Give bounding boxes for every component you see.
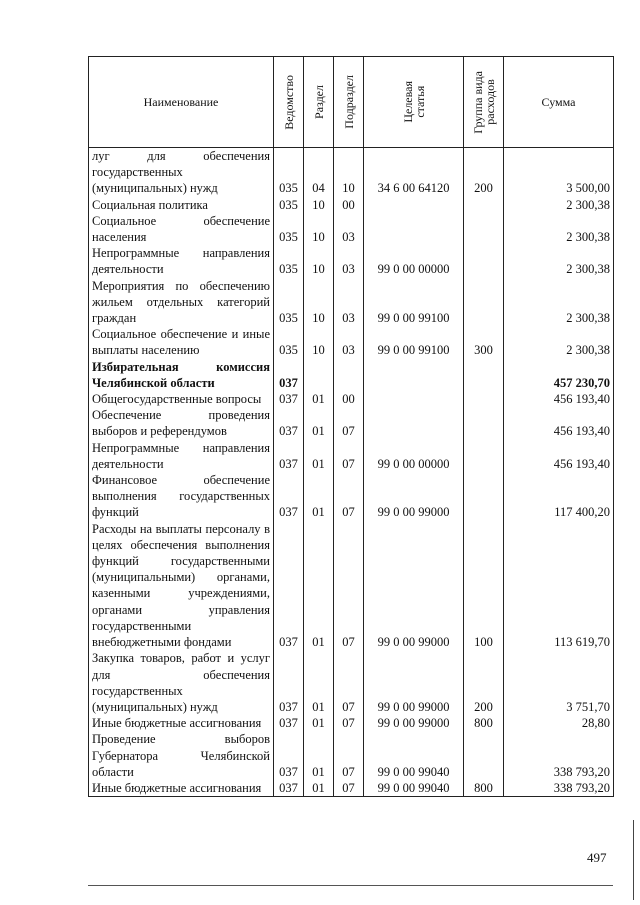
cell-name: Непрограммные направления деятельности — [89, 440, 274, 472]
cell-vedomstvo: 037 — [274, 731, 304, 780]
cell-name: Проведение выборов Губернатора Челябинской области — [89, 731, 274, 780]
cell-name: Общегосударственные вопросы — [89, 391, 274, 407]
cell-vedomstvo: 037 — [274, 472, 304, 521]
cell-podrazdel: 07 — [334, 440, 364, 472]
table-row — [89, 213, 614, 245]
cell-name: Социальное обеспечение и иные выплаты населению — [89, 326, 274, 358]
cell-summa: 456 193,40 — [504, 391, 614, 407]
cell-gruppa-vida-rashodov — [464, 278, 504, 327]
cell-razdel: 10 — [304, 197, 334, 213]
cell-celevaya-statya: 99 0 00 99000 — [364, 521, 464, 651]
cell-gruppa-vida-rashodov — [464, 245, 504, 277]
page-edge-line — [633, 820, 634, 900]
cell-razdel: 01 — [304, 780, 334, 797]
cell-summa: 117 400,20 — [504, 472, 614, 521]
cell-podrazdel: 07 — [334, 731, 364, 780]
footer-rule — [88, 885, 613, 886]
table-row — [89, 326, 614, 358]
cell-celevaya-statya: 99 0 00 99040 — [364, 780, 464, 797]
cell-celevaya-statya — [364, 359, 464, 391]
table-row — [89, 440, 614, 472]
cell-podrazdel — [334, 359, 364, 391]
cell-celevaya-statya: 99 0 00 99000 — [364, 650, 464, 715]
cell-podrazdel: 03 — [334, 245, 364, 277]
cell-vedomstvo: 035 — [274, 213, 304, 245]
cell-summa: 28,80 — [504, 715, 614, 731]
cell-vedomstvo: 037 — [274, 407, 304, 439]
header-celevaya-statya: Целевая статья — [364, 57, 464, 148]
cell-celevaya-statya: 99 0 00 99100 — [364, 278, 464, 327]
cell-celevaya-statya: 34 6 00 64120 — [364, 148, 464, 197]
cell-podrazdel: 07 — [334, 472, 364, 521]
table-row — [89, 278, 614, 327]
cell-name: Иные бюджетные ассигнования — [89, 780, 274, 797]
cell-name: луг для обеспечения государственных (муниципальных) нужд — [89, 148, 274, 197]
cell-celevaya-statya: 99 0 00 00000 — [364, 245, 464, 277]
cell-gruppa-vida-rashodov — [464, 391, 504, 407]
cell-name: Избирательная комиссия Челябинской области — [89, 359, 274, 391]
cell-name: Социальная политика — [89, 197, 274, 213]
cell-celevaya-statya — [364, 407, 464, 439]
cell-gruppa-vida-rashodov — [464, 407, 504, 439]
cell-gruppa-vida-rashodov — [464, 472, 504, 521]
cell-razdel: 01 — [304, 521, 334, 651]
cell-vedomstvo: 035 — [274, 245, 304, 277]
table-row — [89, 650, 614, 715]
cell-razdel: 01 — [304, 391, 334, 407]
header-razdel: Раздел — [304, 57, 334, 148]
cell-summa: 456 193,40 — [504, 440, 614, 472]
cell-podrazdel: 00 — [334, 391, 364, 407]
table-row — [89, 407, 614, 439]
header-summa: Сумма — [504, 57, 614, 148]
cell-gruppa-vida-rashodov: 200 — [464, 650, 504, 715]
cell-celevaya-statya — [364, 213, 464, 245]
page-number: 497 — [587, 850, 607, 865]
cell-vedomstvo: 037 — [274, 650, 304, 715]
header-name: Наименование — [89, 57, 274, 148]
cell-vedomstvo: 037 — [274, 440, 304, 472]
budget-table — [88, 56, 614, 797]
cell-podrazdel: 10 — [334, 148, 364, 197]
cell-summa: 457 230,70 — [504, 359, 614, 391]
cell-podrazdel: 03 — [334, 326, 364, 358]
cell-celevaya-statya: 99 0 00 99100 — [364, 326, 464, 358]
cell-name: Иные бюджетные ассигнования — [89, 715, 274, 731]
cell-name: Обеспечение проведения выборов и референдумов — [89, 407, 274, 439]
table-row — [89, 521, 614, 651]
cell-podrazdel: 07 — [334, 521, 364, 651]
cell-summa: 2 300,38 — [504, 197, 614, 213]
cell-summa: 3 500,00 — [504, 148, 614, 197]
cell-vedomstvo: 037 — [274, 359, 304, 391]
cell-razdel: 10 — [304, 326, 334, 358]
cell-razdel: 01 — [304, 407, 334, 439]
cell-podrazdel: 07 — [334, 780, 364, 797]
cell-summa: 456 193,40 — [504, 407, 614, 439]
cell-podrazdel: 00 — [334, 197, 364, 213]
table-header-row — [89, 57, 614, 148]
cell-celevaya-statya: 99 0 00 00000 — [364, 440, 464, 472]
cell-razdel: 10 — [304, 245, 334, 277]
cell-podrazdel: 07 — [334, 407, 364, 439]
cell-razdel — [304, 359, 334, 391]
table-row — [89, 391, 614, 407]
cell-celevaya-statya — [364, 391, 464, 407]
cell-celevaya-statya: 99 0 00 99000 — [364, 472, 464, 521]
cell-vedomstvo: 037 — [274, 715, 304, 731]
cell-podrazdel: 03 — [334, 278, 364, 327]
cell-gruppa-vida-rashodov: 300 — [464, 326, 504, 358]
header-podrazdel: Подраздел — [334, 57, 364, 148]
cell-podrazdel: 07 — [334, 715, 364, 731]
cell-vedomstvo: 037 — [274, 521, 304, 651]
cell-vedomstvo: 037 — [274, 391, 304, 407]
cell-name: Финансовое обеспечение выполнения государственных функций — [89, 472, 274, 521]
cell-gruppa-vida-rashodov: 200 — [464, 148, 504, 197]
cell-gruppa-vida-rashodov — [464, 731, 504, 780]
cell-summa: 2 300,38 — [504, 213, 614, 245]
cell-razdel: 01 — [304, 472, 334, 521]
cell-summa: 3 751,70 — [504, 650, 614, 715]
cell-razdel: 01 — [304, 715, 334, 731]
cell-summa: 113 619,70 — [504, 521, 614, 651]
cell-name: Непрограммные направления деятельности — [89, 245, 274, 277]
cell-name: Расходы на выплаты персоналу в целях обеспечения выполнения функций государственными (муниципальными) органами, казенными учреждениями, органами управления государственными внебюджетными фондами — [89, 521, 274, 651]
cell-vedomstvo: 035 — [274, 197, 304, 213]
cell-celevaya-statya — [364, 197, 464, 213]
table-row — [89, 148, 614, 197]
cell-razdel: 10 — [304, 278, 334, 327]
cell-summa: 2 300,38 — [504, 278, 614, 327]
table-row — [89, 731, 614, 780]
cell-razdel: 01 — [304, 440, 334, 472]
cell-gruppa-vida-rashodov: 100 — [464, 521, 504, 651]
header-vedomstvo: Ведомство — [274, 57, 304, 148]
cell-name: Закупка товаров, работ и услуг для обеспечения государственных (муниципальных) нужд — [89, 650, 274, 715]
table-row — [89, 715, 614, 731]
cell-summa: 338 793,20 — [504, 731, 614, 780]
cell-celevaya-statya: 99 0 00 99040 — [364, 731, 464, 780]
cell-celevaya-statya: 99 0 00 99000 — [364, 715, 464, 731]
cell-vedomstvo: 037 — [274, 780, 304, 797]
cell-gruppa-vida-rashodov — [464, 197, 504, 213]
cell-name: Социальное обеспечение населения — [89, 213, 274, 245]
cell-podrazdel: 07 — [334, 650, 364, 715]
cell-razdel: 10 — [304, 213, 334, 245]
header-gruppa-vida-rashodov: Группа вида расходов — [464, 57, 504, 148]
cell-vedomstvo: 035 — [274, 148, 304, 197]
table-row — [89, 359, 614, 391]
cell-summa: 338 793,20 — [504, 780, 614, 797]
cell-vedomstvo: 035 — [274, 326, 304, 358]
cell-gruppa-vida-rashodov: 800 — [464, 715, 504, 731]
cell-vedomstvo: 035 — [274, 278, 304, 327]
table-row — [89, 780, 614, 797]
cell-gruppa-vida-rashodov — [464, 359, 504, 391]
cell-summa: 2 300,38 — [504, 245, 614, 277]
cell-razdel: 01 — [304, 731, 334, 780]
cell-summa: 2 300,38 — [504, 326, 614, 358]
cell-razdel: 01 — [304, 650, 334, 715]
cell-gruppa-vida-rashodov: 800 — [464, 780, 504, 797]
cell-gruppa-vida-rashodov — [464, 213, 504, 245]
table-row — [89, 245, 614, 277]
cell-gruppa-vida-rashodov — [464, 440, 504, 472]
cell-razdel: 04 — [304, 148, 334, 197]
cell-name: Мероприятия по обеспечению жильем отдельных категорий граждан — [89, 278, 274, 327]
cell-podrazdel: 03 — [334, 213, 364, 245]
table-row — [89, 472, 614, 521]
table-row — [89, 197, 614, 213]
